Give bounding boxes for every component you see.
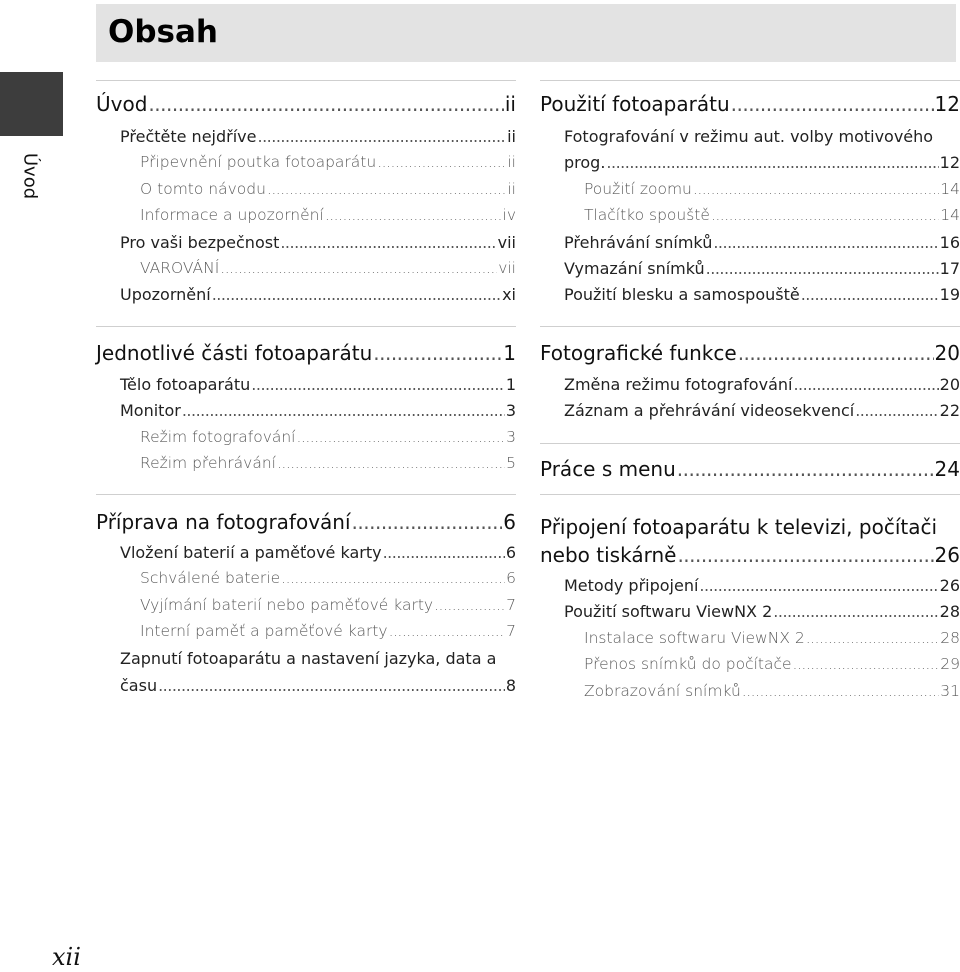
toc-entry-zapnuti-line1[interactable]: Zapnutí fotoaparátu a nastavení jazyka, data a — [120, 649, 497, 668]
entry-page: 3 — [505, 401, 516, 420]
entry-title: Práce s menu — [540, 457, 676, 481]
entry-title: O tomto návodu — [140, 180, 266, 198]
dot-leader — [277, 454, 505, 472]
toc-entry-menu[interactable] — [540, 457, 960, 481]
dot-leader — [267, 180, 506, 198]
dot-leader — [373, 341, 502, 365]
section-divider — [96, 494, 516, 495]
toc-entry-pripojeni-line1[interactable]: Připojení fotoaparátu k televizi, počítači — [540, 515, 938, 539]
entry-page: 7 — [506, 622, 516, 640]
entry-page: 6 — [506, 569, 516, 587]
entry-page: 28 — [940, 629, 960, 647]
toc-entry-poutko[interactable] — [140, 153, 516, 171]
toc-entry-telo[interactable] — [120, 375, 516, 394]
entry-title: Použití fotoaparátu — [540, 92, 730, 116]
toc-entry-prenos[interactable] — [584, 655, 960, 673]
dot-leader — [713, 233, 938, 252]
entry-title: času — [120, 676, 158, 695]
entry-page: xi — [502, 285, 516, 304]
toc-entry-prehravani[interactable] — [564, 233, 960, 252]
dot-leader — [731, 92, 934, 116]
dot-leader — [281, 569, 505, 587]
entry-title: Jednotlivé části fotoaparátu — [96, 341, 373, 365]
entry-page: 3 — [506, 428, 516, 446]
toc-entry-vyjimani[interactable] — [140, 596, 516, 614]
side-tab-marker — [0, 72, 63, 136]
dot-leader — [693, 180, 939, 198]
toc-entry-o-navodu[interactable] — [140, 180, 516, 198]
entry-title: Instalace softwaru ViewNX 2 — [584, 629, 805, 647]
dot-leader — [711, 206, 939, 224]
dot-leader — [257, 127, 506, 146]
entry-title: Monitor — [120, 401, 181, 420]
dot-leader — [793, 655, 940, 673]
entry-page: ii — [507, 153, 516, 171]
entry-title: Vložení baterií a paměťové karty — [120, 543, 382, 562]
toc-entry-bezpecnost[interactable] — [120, 233, 516, 252]
entry-page: 22 — [939, 401, 960, 420]
dot-leader — [148, 92, 503, 116]
dot-leader — [212, 285, 501, 304]
toc-entry-vymazani[interactable] — [564, 259, 960, 278]
entry-title: Režim přehrávání — [140, 454, 276, 472]
toc-entry-upozorneni[interactable] — [120, 285, 516, 304]
entry-title: Vyjímání baterií nebo paměťové karty — [140, 596, 434, 614]
toc-entry-baterie[interactable] — [140, 569, 516, 587]
entry-page: iv — [502, 206, 516, 224]
entry-title: Příprava na fotografování — [96, 510, 351, 534]
page-title: Obsah — [108, 14, 218, 50]
entry-title: Změna režimu fotografování — [564, 375, 793, 394]
entry-title: Upozornění — [120, 285, 211, 304]
entry-page: ii — [504, 92, 516, 116]
entry-page: 12 — [934, 92, 960, 116]
entry-page: 12 — [939, 153, 960, 172]
entry-title: Interní paměť a paměťové karty — [140, 622, 388, 640]
toc-entry-varovani[interactable] — [140, 259, 516, 277]
entry-title: Přečtěte nejdříve — [120, 127, 257, 146]
toc-entry-pouziti[interactable] — [540, 92, 960, 116]
toc-entry-viewnx[interactable] — [564, 602, 960, 621]
dot-leader — [158, 676, 505, 695]
dot-leader — [699, 576, 938, 595]
toc-entry-casti[interactable] — [96, 341, 516, 365]
entry-page: vii — [497, 233, 516, 252]
entry-title: Úvod — [96, 92, 148, 116]
toc-entry-vlozeni[interactable] — [120, 543, 516, 562]
entry-title: Použití blesku a samospouště — [564, 285, 800, 304]
entry-title: Informace a upozornění — [140, 206, 324, 224]
entry-title: Použití softwaru ViewNX 2 — [564, 602, 773, 621]
entry-title: Metody připojení — [564, 576, 699, 595]
entry-page: 6 — [503, 510, 516, 534]
entry-page: 31 — [940, 682, 960, 700]
toc-entry-zapnuti[interactable] — [120, 676, 516, 695]
section-divider — [540, 80, 960, 81]
entry-page: 26 — [934, 543, 960, 567]
entry-page: vii — [498, 259, 516, 277]
entry-title: Záznam a přehrávání videosekvencí — [564, 401, 855, 420]
entry-title: Přehrávání snímků — [564, 233, 713, 252]
entry-page: 8 — [505, 676, 516, 695]
toc-entry-monitor[interactable] — [120, 401, 516, 420]
dot-leader — [806, 629, 940, 647]
toc-entry-prectete[interactable] — [120, 127, 516, 146]
toc-entry-uvod[interactable] — [96, 92, 516, 116]
entry-page: 26 — [939, 576, 960, 595]
toc-entry-zmena-rezimu[interactable] — [564, 375, 960, 394]
entry-title: nebo tiskárně — [540, 543, 677, 567]
dot-leader — [706, 259, 939, 278]
dot-leader — [280, 233, 496, 252]
entry-page: 7 — [506, 596, 516, 614]
dot-leader — [220, 259, 497, 277]
entry-page: 19 — [939, 285, 960, 304]
dot-leader — [801, 285, 939, 304]
toc-entry-funkce[interactable] — [540, 341, 960, 365]
entry-page: ii — [507, 180, 516, 198]
dot-leader — [389, 622, 506, 640]
dot-leader — [383, 543, 505, 562]
section-divider — [96, 80, 516, 81]
toc-entry-interni[interactable] — [140, 622, 516, 640]
dot-leader — [773, 602, 938, 621]
section-divider — [540, 494, 960, 495]
entry-title: Zobrazování snímků — [584, 682, 741, 700]
entry-page: 28 — [939, 602, 960, 621]
toc-entry-auto[interactable] — [564, 153, 960, 172]
toc-entry-spoust[interactable] — [584, 206, 960, 224]
dot-leader — [377, 153, 506, 171]
toc-entry-rezim-foto[interactable] — [140, 428, 516, 446]
header-bar — [96, 4, 956, 62]
entry-title: Připevnění poutka fotoaparátu — [140, 153, 377, 171]
entry-title: Vymazání snímků — [564, 259, 705, 278]
dot-leader — [182, 401, 505, 420]
entry-page: 6 — [505, 543, 516, 562]
entry-page: 5 — [506, 454, 516, 472]
section-divider — [540, 326, 960, 327]
dot-leader — [297, 428, 506, 446]
entry-title: Pro vaši bezpečnost — [120, 233, 280, 252]
entry-title: prog. — [564, 153, 606, 172]
dot-leader — [606, 153, 938, 172]
dot-leader — [325, 206, 502, 224]
toc-entry-zobrazovani[interactable] — [584, 682, 960, 700]
toc-entry-blesk[interactable] — [564, 285, 960, 304]
entry-title: Fotografické funkce — [540, 341, 737, 365]
entry-page: 1 — [503, 341, 516, 365]
toc-entry-videosekvence[interactable] — [564, 401, 960, 420]
toc-entry-zoom[interactable] — [584, 180, 960, 198]
dot-leader — [742, 682, 939, 700]
dot-leader — [793, 375, 938, 394]
toc-entry-informace[interactable] — [140, 206, 516, 224]
dot-leader — [677, 543, 933, 567]
dot-leader — [855, 401, 938, 420]
entry-page: 1 — [505, 375, 516, 394]
section-divider — [96, 326, 516, 327]
toc-entry-priprava[interactable] — [96, 510, 516, 534]
entry-page: 20 — [934, 341, 960, 365]
side-tab-label: Úvod — [19, 152, 41, 200]
toc-entry-auto-line1[interactable]: Fotografování v režimu aut. volby motivového — [564, 127, 934, 146]
dot-leader — [352, 510, 503, 534]
toc-entry-metody[interactable] — [564, 576, 960, 595]
entry-page: 20 — [939, 375, 960, 394]
entry-title: Schválené baterie — [140, 569, 281, 587]
entry-page: 24 — [934, 457, 960, 481]
entry-title: Použití zoomu — [584, 180, 692, 198]
toc-entry-rezim-prehr[interactable] — [140, 454, 516, 472]
toc-entry-instalace[interactable] — [584, 629, 960, 647]
dot-leader — [251, 375, 505, 394]
toc-entry-pripojeni[interactable] — [540, 543, 960, 567]
entry-title: Režim fotografování — [140, 428, 296, 446]
entry-page: 16 — [939, 233, 960, 252]
entry-title: Tlačítko spouště — [584, 206, 710, 224]
dot-leader — [677, 457, 934, 481]
entry-title: VAROVÁNÍ — [140, 259, 220, 277]
entry-page: ii — [507, 127, 516, 146]
section-divider — [540, 443, 960, 444]
entry-page: 29 — [940, 655, 960, 673]
entry-title: Přenos snímků do počítače — [584, 655, 792, 673]
page-number: xii — [52, 943, 81, 971]
entry-page: 14 — [940, 206, 960, 224]
entry-title: Tělo fotoaparátu — [120, 375, 251, 394]
entry-page: 17 — [939, 259, 960, 278]
dot-leader — [434, 596, 505, 614]
entry-page: 14 — [940, 180, 960, 198]
dot-leader — [738, 341, 934, 365]
